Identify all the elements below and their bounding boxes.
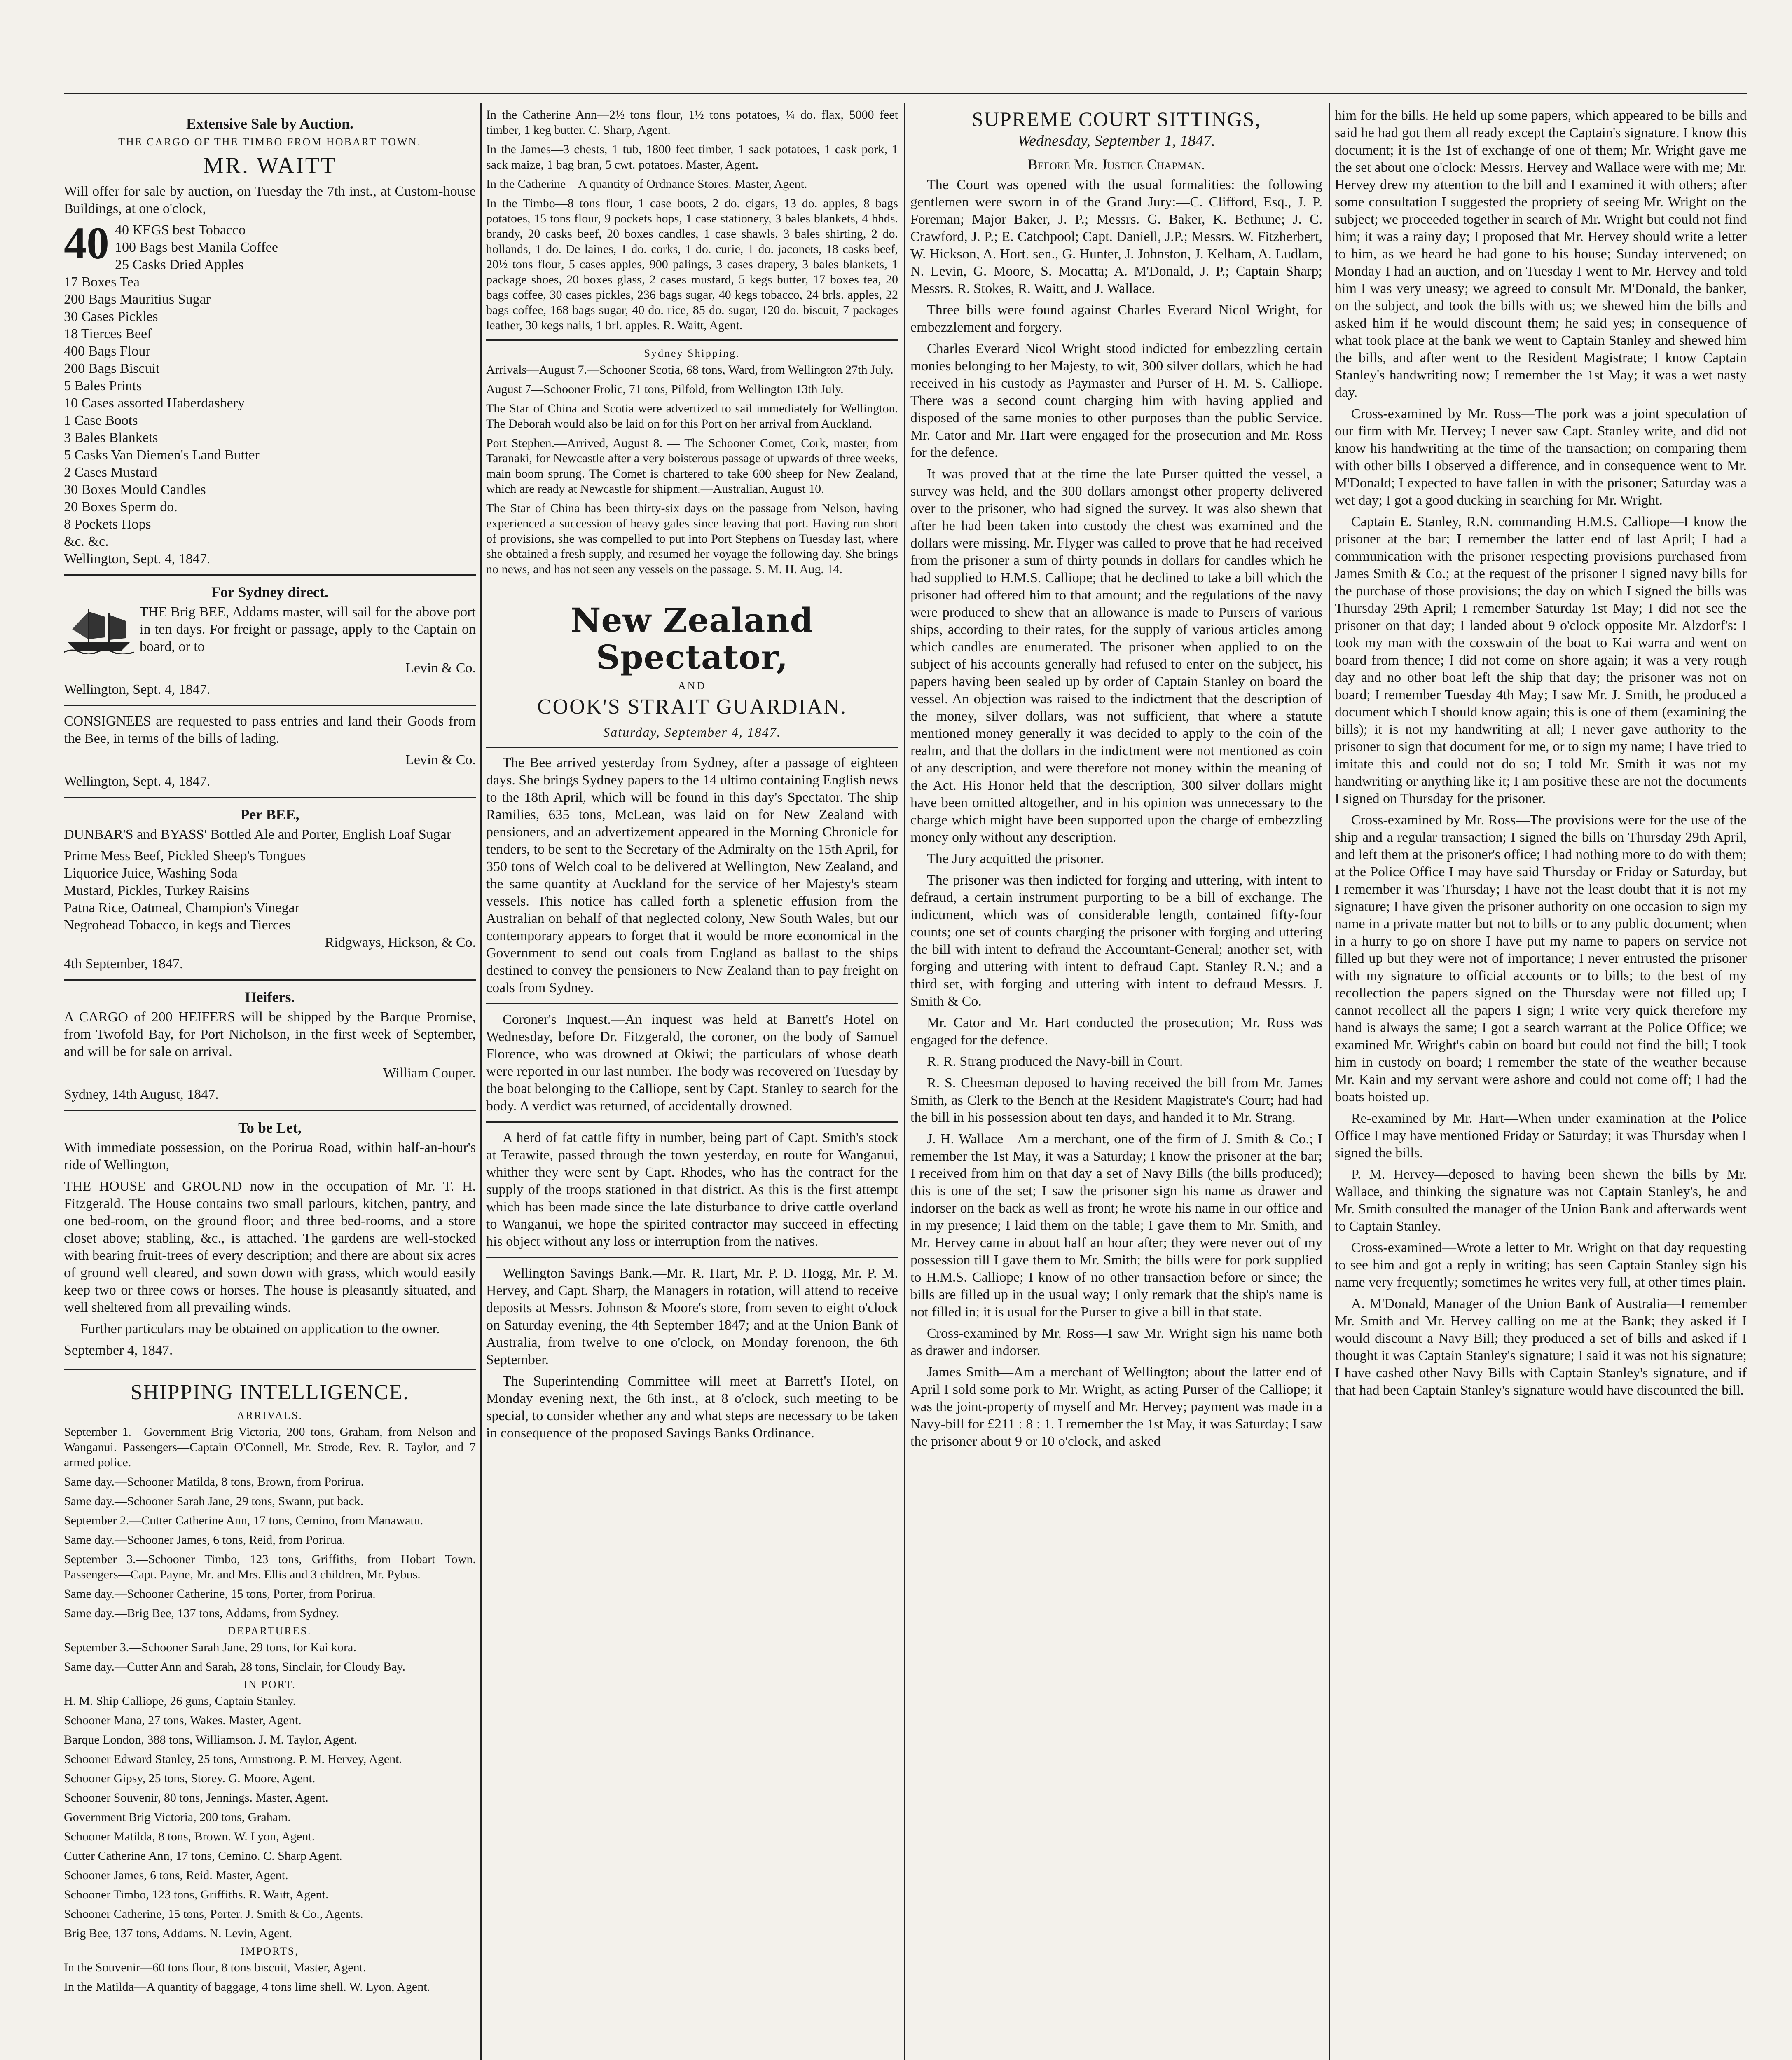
column-2 (486, 107, 898, 2060)
list-item: 25 Casks Dried Apples (115, 257, 244, 272)
let-text-2: Further particulars may be obtained on application to the owner. (80, 1321, 440, 1337)
let-intro: With immediate possession, on the Porirua Road, within half-an-hour's ride of Wellington, (64, 1140, 476, 1173)
consignees-sign: Levin & Co. (405, 752, 476, 768)
list-item: In the Souvenir—60 tons flour, 8 tons biscuit, Master, Agent. (64, 1961, 366, 1974)
list-item: Barque London, 388 tons, Williamson. J. M. Taylor, Agent. (64, 1733, 357, 1746)
consignees-text: CONSIGNEES are requested to pass entries and land their Goods from the Bee, in terms of the bills of lading. (64, 714, 476, 746)
heifers-sign: William Couper. (383, 1065, 476, 1081)
list-item: September 3.—Schooner Timbo, 123 tons, Griffiths, from Hobart Town. Passengers—Capt. Payne, Mr. and Mrs. Ellis and 3 children, Mr. Pybus. (64, 1552, 476, 1581)
court-paragraph: Cross-examined by Mr. Ross—The provisions were for the use of the ship and a regular transaction; I signed the bills on Thursday 29th April, and left them at the prisoner's office; I had nothing more to do with them; at the Police Office I may have said Thursday or Friday or Saturday, but I remember it was Thursday; I have not the least doubt that it is not my signature; I have given the prisoner authority on one occasion to sign my name in a private matter but not to bills or to any public document; when in a hurry to go on shore I have put my name to papers on service not filled up but they were not of importance; I never entrusted the prisoner with my signature to official accounts or to bills; to the best of my recollection the papers signed on the Thursday were not filled up; I cannot recollect all the papers I sign; I write very quick therefore my hand is always the same; I got a search warrant at the Police Office; we examined Mr. Wright's cabin on board but could not find the bill; I took him in custody on board; I remember the state of the weather because Mr. Kain and my servant were ashore and could not come off; I had the boats hoisted up. (1335, 812, 1747, 1105)
divider (486, 339, 898, 341)
column-3 (910, 107, 1322, 2060)
divider (64, 705, 476, 706)
column-rule (480, 103, 482, 2060)
column-1 (64, 107, 476, 2060)
masthead-title: New Zealand Spectator, (571, 601, 814, 677)
list-item: August 7—Schooner Frolic, 71 tons, Pilfold, from Wellington 13th July. (486, 382, 844, 396)
top-rule (64, 93, 1747, 94)
list-item: 30 Cases Pickles (64, 309, 158, 324)
divider (64, 979, 476, 981)
divider (486, 1257, 898, 1258)
sydney-shipping-list (486, 362, 898, 577)
court-paragraph: A. M'Donald, Manager of the Union Bank of Australia—I remember Mr. Smith and Mr. Hervey calling on me at the Bank; they asked if I would discount a Navy Bill; they produced a set of bills and asked if I thought it was Captain Stanley's signature; I said it was not his signature; I have cashed other Navy Bills with Captain Stanley's signature, and if that had been Captain Stanley's signature would have discounted the bill. (1335, 1296, 1747, 1398)
imports-continued (486, 107, 898, 333)
editorial-paragraph: A herd of fat cattle fifty in number, being part of Capt. Smith's stock at Terawite, passed through the town yesterday, en route for Wanganui, whither they were sent by Capt. Rhodes, who has the contract for the supply of the troops stationed in that district. As this is the first attempt which has been made since the late disturbance to drive cattle overland to Wanganui, we hope the spirited contractor may succeed in effecting his object without any loss or interruption from the natives. (486, 1130, 898, 1249)
list-item: Liquorice Juice, Washing Soda (64, 866, 238, 881)
consignees-date: Wellington, Sept. 4, 1847. (64, 774, 211, 789)
divider (486, 747, 898, 748)
imports-list (64, 1960, 476, 1994)
list-item: 40 KEGS best Tobacco (115, 222, 246, 238)
list-item: Brig Bee, 137 tons, Addams. N. Levin, Agent. (64, 1927, 292, 1940)
list-item: In the Catherine—A quantity of Ordnance Stores. Master, Agent. (486, 177, 807, 191)
arrivals-heading: ARRIVALS. (236, 1409, 303, 1421)
court-paragraph: Re-examined by Mr. Hart—When under examination at the Police Office I may have mentioned Friday or Saturday; it was Thursday when I signed the bills. (1335, 1111, 1747, 1161)
court-paragraph: Charles Everard Nicol Wright stood indicted for embezzling certain monies belonging to her Majesty, to wit, 300 silver dollars, which he had received in his custody as Paymaster and Purser of H. M. S. Calliope. There was a second count charging him with having applied and disposed of the same monies to other purposes than the public Service. Mr. Cator and Mr. Hart were engaged for the prosecution and Mr. Ross for the defence. (910, 341, 1322, 460)
court-paragraph: J. H. Wallace—Am a merchant, one of the firm of J. Smith & Co.; I remember the 1st May, it was a Saturday; I know the prisoner at the bar; I received from him on that day a set of Navy Bills (the bills produced); this is one of the set; I saw the prisoner sign his name as drawer and indorser on the back as well as front; he wrote his name in our office and in my presence; I laid them on the table; I gave them to Mr. Smith, and Mr. Hervey came in about half an hour after; they were never out of my possession till I gave them to Mr. Smith; the bills were for pork supplied to H.M.S. Calliope; I know of no other transaction before or since; the bills are filled up in the usual way; I only remark that the ship's name is not filled in; it is usual for the Purser to give a bill in that state. (910, 1131, 1322, 1320)
list-item: September 3.—Schooner Sarah Jane, 29 tons, for Kai kora. (64, 1641, 356, 1654)
list-item: 200 Bags Mauritius Sugar (64, 292, 211, 307)
court-judge: Before Mr. Justice Chapman. (1027, 156, 1205, 173)
list-item: 100 Bags best Manila Coffee (115, 240, 278, 255)
sydney-sign: Levin & Co. (405, 660, 476, 676)
court-paragraph: R. R. Strang produced the Navy-bill in Court. (927, 1054, 1183, 1069)
let-text: THE HOUSE and GROUND now in the occupation of Mr. T. H. Fitzgerald. The House contains two small parlours, kitchen, pantry, and one bed-room, on the ground floor; and three bed-rooms, and a store closet above; stabling, &c., is attached. The gardens are well-stocked with bearing fruit-trees of every description; and there are about six acres of ground well cleared, and sown down with grass, which would easily keep two or three cows or horses. The house is pleasantly situated, and well sheltered from all prevailing winds. (64, 1179, 476, 1315)
column-rule (1329, 103, 1330, 2060)
court-title: SUPREME COURT SITTINGS, (972, 108, 1261, 131)
masthead-and: AND (678, 680, 707, 692)
column-rule (904, 103, 905, 2060)
imports-heading: IMPORTS, (241, 1945, 299, 1957)
auction-heading: Extensive Sale by Auction. (186, 115, 354, 132)
list-item: 17 Boxes Tea (64, 274, 140, 290)
column-4 (1335, 107, 1747, 2060)
auction-intro: Will offer for sale by auction, on Tuesday the 7th inst., at Custom-house Buildings, at one o'clock, (64, 184, 476, 216)
list-item: Schooner Edward Stanley, 25 tons, Armstrong. P. M. Hervey, Agent. (64, 1752, 402, 1766)
list-item: 1 Case Boots (64, 413, 138, 428)
list-item: 5 Casks Van Diemen's Land Butter (64, 447, 260, 463)
sydney-shipping-heading: Sydney Shipping. (644, 347, 740, 359)
list-item: Cutter Catherine Ann, 17 tons, Cemino. C. Sharp Agent. (64, 1849, 342, 1863)
court-paragraph: Mr. Cator and Mr. Hart conducted the prosecution; Mr. Ross was engaged for the defence. (910, 1015, 1322, 1048)
divider (486, 1121, 898, 1123)
list-item: Same day.—Schooner James, 6 tons, Reid, from Porirua. (64, 1533, 345, 1547)
list-item: Negrohead Tobacco, in kegs and Tierces (64, 918, 291, 933)
court-paragraph: Captain E. Stanley, R.N. commanding H.M.S. Calliope—I know the prisoner at the bar; I remember the latter end of last April; I had a communication with the prisoner respecting provisions purchased from James Smith & Co.; at the request of the prisoner I signed navy bills for the purchase of those provisions; the day on which I signed the bills was Thursday 29th April; I remember Saturday 1st May; I did not see the prisoner on that day; I landed about 9 o'clock opposite Mr. Alzdorf's: I took my man with the coxswain of the boat to Kai warra and went on board from thence; I did not come on shore again; it was a very rough day and no other boat left the ship that day; the prisoner was not on board; I remember Tuesday 4th May; I saw Mr. J. Smith, he produced a document which I should know again; this is one of them (examining the bills); it is not my handwriting at all; I never gave authority to the prisoner to sign that document for me, or to sign my name; I have tried to imitate this and could not do so; I told Mr. Smith it was not my handwriting or anything like it; I am positive these are not the documents I signed on Thursday for the prisoner. (1335, 514, 1747, 806)
list-item: Same day.—Cutter Ann and Sarah, 28 tons, Sinclair, for Cloudy Bay. (64, 1660, 405, 1674)
list-item: 8 Pockets Hops (64, 517, 151, 532)
list-item: September 1.—Government Brig Victoria, 200 tons, Graham, from Nelson and Wanganui. Passengers—Captain O'Connell, Mr. Strode, Rev. R. Taylor, and 7 armed police. (64, 1425, 476, 1469)
court-paragraph: The Court was opened with the usual formalities: the following gentlemen were sworn in of the Grand Jury:—C. Clifford, Esq., J. P. Foreman; Major Baker, J. P.; Messrs. G. Baker, K. Bethune; J. C. Crawford, J. P.; E. Catchpool; Capt. Daniell, J.P.; Messrs. W. Fitzherbert, W. Hickson, A. Hort. sen., G. Hunter, J. Johnston, J. Kelham, A. Ludlam, N. Levin, G. Moore, S. Mocatta; A. M'Donald, J. P.; Captain Sharp; Messrs. R. Stokes, R. Waitt, and J. Wallace. (910, 177, 1322, 296)
drop-number: 40 (64, 218, 109, 268)
inport-heading: IN PORT. (243, 1678, 296, 1690)
list-item: Government Brig Victoria, 200 tons, Graham. (64, 1810, 291, 1824)
court-paragraph: It was proved that at the time the late Purser quitted the vessel, a survey was held, and the 300 dollars amongst other property delivered over to the prisoner, who had signed the survey. It was also shewn that after he had been taken into custody the chest was examined and the dollars were missing. Mr. Flyger was called to prove that he had received from the prisoner a sum of thirty pounds in dollars for candles which he had supplied to H.M.S. Calliope; that he declined to take a bill which the prisoner had offered him to that amount; and the regulations of the navy were produced to shew that an allowance is made to Pursers of various ships, according to their rates, for the supply of various articles among which candles are enumerated. The prisoner when applied to on the subject of his accounts generally had refused to enter on the subject, his papers having been sealed up by order of Captain Stanley on board the vessel. An objection was raised to the indictment that the description of the money, silver dollars, was not sufficient, that where a statute mentioned money generally it was decided to apply to the coin of the realm, and that the dollars in the indictment were not mentioned as coin of any description, and were therefore not money within the meaning of the Act. His Honor held that the description, 300 silver dollars might have been omitted altogether, and in his opinion was unnecessary to the charge which might have been supported upon the charge of embezzling money only without any description. (910, 466, 1322, 845)
list-item: 400 Bags Flour (64, 344, 150, 359)
court-paragraph: Cross-examined—Wrote a letter to Mr. Wright on that day requesting to see him and got a reply in writing; has seen Captain Stanley sign his name very frequently; sometimes he writes very full, at other times plain. (1335, 1240, 1747, 1290)
list-item: Schooner Gipsy, 25 tons, Storey. G. Moore, Agent. (64, 1772, 316, 1785)
heifers-date: Sydney, 14th August, 1847. (64, 1087, 219, 1102)
masthead-subtitle: COOK'S STRAIT GUARDIAN. (537, 695, 847, 719)
list-item: &c. &c. (64, 534, 109, 549)
let-heading: To be Let, (238, 1119, 302, 1136)
list-item: In the Catherine Ann—2½ tons flour, 1½ tons potatoes, ¼ do. flax, 5000 feet timber, 1 keg butter. C. Sharp, Agent. (486, 108, 898, 137)
shipping-heading: SHIPPING INTELLIGENCE. (130, 1381, 409, 1404)
list-item: Schooner Timbo, 123 tons, Griffiths. R. Waitt, Agent. (64, 1888, 329, 1901)
list-item: Schooner Catherine, 15 tons, Porter. J. Smith & Co., Agents. (64, 1907, 363, 1921)
arrivals-list (64, 1424, 476, 1621)
list-item: Schooner Souvenir, 80 tons, Jennings. Master, Agent. (64, 1791, 328, 1805)
list-item: 200 Bags Biscuit (64, 361, 160, 376)
let-date: September 4, 1847. (64, 1343, 173, 1358)
inport-list (64, 1693, 476, 1941)
list-item: 30 Boxes Mould Candles (64, 482, 206, 497)
list-item: 18 Tierces Beef (64, 326, 152, 342)
double-divider (64, 1365, 476, 1370)
list-item: Port Stephen.—Arrived, August 8. — The Schooner Comet, Cork, master, from Taranaki, for Newcastle after a very boisterous passage of upwards of three weeks, main boom sprung. The Comet is chartered to take 600 sheep for New Zealand, which are ready at Newcastle for shipment.—Australian, August 10. (486, 436, 898, 496)
departures-list (64, 1640, 476, 1674)
list-item: In the Timbo—8 tons flour, 1 case boots, 2 do. cigars, 13 do. apples, 8 bags potatoes, 15 tons flour, 9 pockets hops, 1 case stationery, 3 bales blankets, 4 hhds. brandy, 20 casks beef, 20 boxes candles, 1 case shawls, 3 bales shirting, 2 do. hollands, 1 do. De laines, 1 do. corks, 1 do. curie, 1 do. jaconets, 18 casks beef, 20½ tons flour, 5 cases apples, 900 palings, 3 cases drapery, 3 bales blankets, 1 package shoes, 20 boxes glass, 2 cases mustard, 5 kegs butter, 17 boxes tea, 20 bags coffee, 30 cases pickles, 236 bags sugar, 40 kegs tobacco, 24 brls. apples, 22 bags coffee, 168 bags sugar, 40 do. rice, 85 do. sugar, 120 do. biscuit, 7 packages leather, 30 kegs nails, 1 brl. apples. R. Waitt, Agent. (486, 197, 898, 332)
divider (64, 797, 476, 798)
court-paragraph: The prisoner was then indicted for forging and uttering, with intent to defraud, a certain instrument purporting to be a bill of exchange. The indictment, which was of considerable length, contained fifty-four counts; one set of counts charging the prisoner with forging and uttering the bill with intent to defraud the Accountant-General; another set, with forging and uttering with intent to defraud Capt. Stanley R.N.; and a third set, with forging and uttering with intent to defraud Messrs. J. Smith & Co. (910, 873, 1322, 1009)
list-item: Schooner Matilda, 8 tons, Brown. W. Lyon, Agent. (64, 1830, 315, 1843)
list-item: Schooner James, 6 tons, Reid. Master, Agent. (64, 1868, 288, 1882)
masthead-date: Saturday, September 4, 1847. (603, 725, 781, 740)
editorial-paragraph: The Bee arrived yesterday from Sydney, after a passage of eighteen days. She brings Sydney papers to the 14 ultimo containing English news to the 18th April, which will be found in this day's Spectator. The ship Ramilies, 635 tons, McLean, was laid on for New Zealand with pensioners, and an advertizement appeared in the Morning Chronicle for tenders, to be sent to the Secretary of the Admiralty on the 15th April, for 350 tons of Welch coal to be delivered at Wellington, New Zealand, and the same quantity at Auckland for the service of her Majesty's steam vessels. This notice has called forth a splenetic effusion from the Australian on behalf of that neglected colony, New South Wales, but our contemporary appears to forget that it would be more economical in the Government to send out coals from England as ballast to the ships destined to convey the pensioners to New Zealand than to pay freight on coals from Sydney. (486, 755, 898, 995)
perbee-sign: Ridgways, Hickson, & Co. (325, 935, 476, 950)
perbee-text: DUNBAR'S and BYASS' Bottled Ale and Porter, English Loaf Sugar (64, 827, 452, 842)
perbee-items (64, 847, 476, 934)
list-item: Prime Mess Beef, Pickled Sheep's Tongues (64, 848, 306, 864)
sydney-heading: For Sydney direct. (211, 584, 328, 600)
list-item: 5 Bales Prints (64, 378, 142, 393)
editorial-paragraph: Coroner's Inquest.—An inquest was held at Barrett's Hotel on Wednesday, before Dr. Fitzgerald, the coroner, on the body of Samuel Florence, who was drowned at Okiwi; the particulars of whose death were reported in our last number. The body was recovered on Tuesday by the boat belonging to the Calliope, sent by Capt. Stanley to search for the body. A verdict was returned, of accidentally drowned. (486, 1012, 898, 1114)
auction-items (64, 218, 476, 550)
list-item: In the Matilda—A quantity of baggage, 4 tons lime shell. W. Lyon, Agent. (64, 1980, 430, 1994)
list-item: Arrivals—August 7.—Schooner Scotia, 68 tons, Ward, from Wellington 27th July. (486, 363, 894, 377)
court-paragraph: Cross-examined by Mr. Ross—I saw Mr. Wright sign his name both as drawer and indorser. (910, 1326, 1322, 1358)
auctioneer-name: MR. WAITT (203, 153, 337, 178)
divider (64, 574, 476, 576)
perbee-date: 4th September, 1847. (64, 956, 183, 971)
list-item: In the James—3 chests, 1 tub, 1800 feet timber, 1 sack potatoes, 1 cask pork, 1 sack maize, 1 bag bran, 5 cwt. potatoes. Master, Agent. (486, 143, 898, 171)
court-paragraph: him for the bills. He held up some papers, which appeared to be bills and said he had got them all ready except the Captain's signature. I know this document; it is the 1st of exchange of one of them; Mr. Wright gave me the set about one o'clock: Messrs. Hervey and Wallace were with me; Mr. Hervey drew my attention to the bill and I examined it with others; after some consultation I suggested the propriety of seeing Mr. Wright on the subject; we proceeded together in search of Mr. Wright but could not find him; it was a rainy day; I proposed that Mr. Hervey should write a letter to him, as we heard he had gone to his house; Sunday intervened; on Monday I had an auction, and on Tuesday I went to Mr. Hervey and told him I was very uneasy; we agreed to consult Mr. M'Donald, the banker, on the subject, and took the bills with us; we shewed him the bills and asked him if he would discount them; he said yes; in consequence of what took place at the bank we went to Captain Stanley and shewed him the bills, and after went to the Resident Magistrate; I know Captain Stanley's handwriting now; I remember the 1st May; it was a wet nasty day. (1335, 108, 1747, 400)
heifers-text: A CARGO of 200 HEIFERS will be shipped by the Barque Promise, from Twofold Bay, for Port Nicholson, in the first week of September, and will be for sale on arrival. (64, 1009, 476, 1059)
court-paragraph: The Jury acquitted the prisoner. (927, 851, 1104, 866)
editorial-paragraph: Wellington Savings Bank.—Mr. R. Hart, Mr. P. D. Hogg, Mr. P. M. Hervey, and Capt. Sharp, the Managers in rotation, will attend to receive deposits at Messrs. Johnson & Moore's store, from seven to eight o'clock on Saturday evening, the 4th September 1847; and at the Union Bank of Australia, from twelve to one o'clock, on Monday forenoon, the 6th September. (486, 1266, 898, 1367)
court-paragraph: P. M. Hervey—deposed to having been shewn the bills by Mr. Wallace, and thinking the signature was not Captain Stanley's, he and Mr. Smith consulted the manager of the Union Bank and afterwards went to Captain Stanley. (1335, 1167, 1747, 1234)
list-item: The Star of China and Scotia were advertized to sail immediately for Wellington. The Deborah would also be laid on for this Port on her arrival from Auckland. (486, 402, 898, 431)
list-item: Patna Rice, Oatmeal, Champion's Vinegar (64, 900, 299, 915)
editorial-paragraph: The Superintending Committee will meet at Barrett's Hotel, on Monday evening next, the 6th inst., at 8 o'clock, such meeting to be special, to consider whether any and what steps are necessary to be taken in consequence of the proposed Savings Banks Ordinance. (486, 1374, 898, 1441)
list-item: 10 Cases assorted Haberdashery (64, 396, 245, 411)
list-item: H. M. Ship Calliope, 26 guns, Captain Stanley. (64, 1694, 296, 1708)
court-paragraph: Three bills were found against Charles Everard Nicol Wright, for embezzlement and forgery. (910, 302, 1322, 335)
sydney-text: THE Brig BEE, Addams master, will sail for the above port in ten days. For freight or passage, apply to the Captain on board, or to (140, 604, 476, 654)
auction-date: Wellington, Sept. 4, 1847. (64, 551, 211, 566)
court-paragraph: R. S. Cheesman deposed to having received the bill from Mr. James Smith, as Clerk to the Bench at the Resident Magistrate's Court; had had the bill in his possession about ten days, and handed it to Mr. Strang. (910, 1075, 1322, 1125)
list-item: 2 Cases Mustard (64, 465, 157, 480)
list-item: Same day.—Schooner Sarah Jane, 29 tons, Swann, put back. (64, 1494, 364, 1508)
list-item: Same day.—Schooner Matilda, 8 tons, Brown, from Porirua. (64, 1475, 364, 1489)
court-date: Wednesday, September 1, 1847. (1018, 132, 1215, 150)
list-item: September 2.—Cutter Catherine Ann, 17 tons, Cemino, from Manawatu. (64, 1514, 423, 1527)
court-paragraph: Cross-examined by Mr. Ross—The pork was a joint speculation of our firm with Mr. Hervey; I never saw Capt. Stanley write, and did not know his handwriting at the time of the transaction; on comparing them with other bills I observed a difference, and in consequence went to Mr. M'Donald; I expected to have fallen in with the prisoner; Saturday was a wet day; I got a good ducking in searching for Mr. Wright. (1335, 406, 1747, 508)
list-item: 3 Bales Blankets (64, 430, 158, 445)
sydney-date: Wellington, Sept. 4, 1847. (64, 682, 211, 697)
perbee-heading: Per BEE, (240, 806, 299, 823)
list-item: Schooner Mana, 27 tons, Wakes. Master, Agent. (64, 1714, 302, 1727)
divider (64, 1110, 476, 1111)
court-paragraph: James Smith—Am a merchant of Wellington; about the latter end of April I sold some pork to Mr. Wright, as acting Purser of the Calliope; it was the joint-property of myself and Mr. Hervey; payment was made in a Navy-bill for £211 : 8 : 1. I remember the 1st May, it was Saturday; I saw the prisoner about 9 or 10 o'clock, and asked (910, 1365, 1322, 1449)
heifers-heading: Heifers. (245, 989, 295, 1005)
list-item: The Star of China has been thirty-six days on the passage from Nelson, having experienced a succession of heavy gales since leaving that port. Having run short of provisions, she was compelled to put into Port Stephens on Tuesday last, where she obtained a fresh supply, and resumed her voyage the following day. She brings no news, and has not seen any vessels on the passage. S. M. H. Aug. 14. (486, 501, 898, 576)
list-item: Same day.—Brig Bee, 137 tons, Addams, from Sydney. (64, 1606, 339, 1620)
ship-icon (64, 604, 134, 654)
divider (486, 1003, 898, 1004)
list-item: Same day.—Schooner Catherine, 15 tons, Porter, from Porirua. (64, 1587, 376, 1601)
auction-subheading: THE CARGO OF THE TIMBO FROM HOBART TOWN. (118, 136, 421, 148)
departures-heading: DEPARTURES. (228, 1625, 312, 1637)
list-item: 20 Boxes Sperm do. (64, 499, 178, 515)
list-item: Mustard, Pickles, Turkey Raisins (64, 883, 250, 898)
